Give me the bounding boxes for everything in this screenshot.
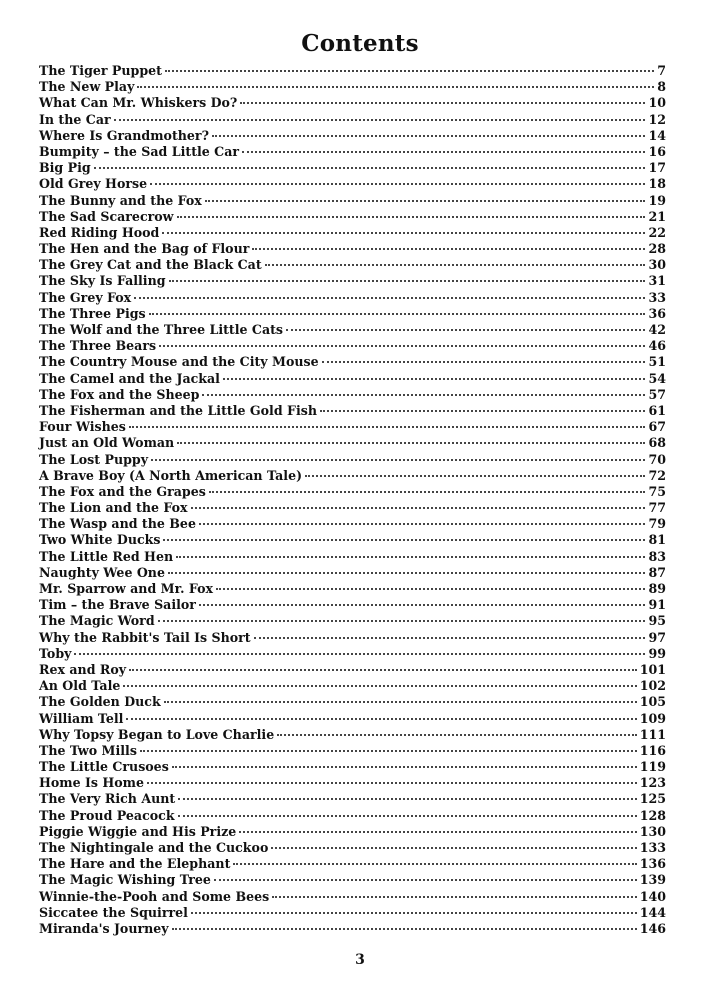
dot-leader [162, 232, 645, 234]
dot-leader [114, 119, 646, 121]
entry-page-number: 17 [648, 160, 666, 176]
dot-leader [159, 345, 645, 347]
contents-entry [39, 209, 666, 225]
dot-leader [209, 491, 646, 493]
entry-page-number: 140 [639, 888, 666, 904]
entry-title: Big Pig [39, 160, 91, 176]
dot-leader [254, 637, 646, 639]
contents-entry [39, 889, 666, 905]
entry-title: The Wolf and the Three Little Cats [39, 322, 284, 337]
contents-entry [39, 160, 666, 176]
contents-entry [39, 532, 666, 548]
entry-title: The Sad Scarecrow [39, 208, 174, 224]
entry-title: Tim – the Brave Sailor [39, 597, 196, 613]
entry-title: Two White Ducks [39, 532, 161, 548]
contents-entry [39, 824, 666, 840]
contents-entry [39, 500, 666, 516]
entry-title: The Hen and the Bag of Flour [39, 241, 250, 257]
entry-title: The Two Mills [39, 742, 137, 758]
dot-leader [172, 928, 637, 930]
dot-leader [240, 102, 645, 104]
contents-entry [39, 128, 666, 144]
entry-page-number: 72 [648, 467, 666, 483]
entry-title: Naughty Wee One [39, 564, 165, 580]
dot-leader [126, 718, 636, 720]
entry-page-number: 87 [648, 564, 666, 580]
entry-page-number: 75 [648, 483, 666, 499]
entry-title: The Bunny and the Fox [39, 192, 202, 208]
contents-entry [39, 403, 666, 419]
contents-entry [39, 306, 666, 322]
entry-page-number: 68 [648, 435, 666, 451]
dot-leader [202, 394, 645, 396]
entry-title: The Magic Wishing Tree [39, 872, 211, 888]
contents-entry [39, 371, 666, 387]
contents-entry [39, 354, 666, 370]
entry-title: Four Wishes [39, 419, 126, 435]
contents-entry [39, 241, 666, 257]
entry-title: The Nightingale and the Cuckoo [39, 840, 269, 855]
contents-entry [39, 63, 666, 79]
entry-title: Piggie Wiggie and His Prize [39, 823, 237, 839]
entry-title: The Fox and the Sheep [39, 386, 200, 402]
entry-title: The Little Crusoes [39, 759, 169, 775]
dot-leader [178, 815, 637, 817]
entry-title: Toby [39, 645, 72, 661]
dot-leader [94, 167, 646, 169]
dot-leader [169, 280, 646, 282]
entry-title: The Golden Duck [39, 694, 161, 710]
entry-title: The Little Red Hen [39, 548, 174, 564]
entry-page-number: 22 [648, 224, 666, 240]
dot-leader [165, 70, 654, 72]
entry-page-number: 95 [648, 613, 666, 629]
contents-entry [39, 516, 666, 532]
entry-page-number: 54 [648, 370, 666, 386]
dot-leader [151, 459, 645, 461]
entry-page-number: 136 [639, 856, 666, 872]
dot-leader [191, 507, 646, 509]
dot-leader [265, 264, 646, 266]
contents-entry [39, 840, 666, 856]
dot-leader [149, 313, 646, 315]
dot-leader [147, 782, 637, 784]
contents-entry [39, 225, 666, 241]
contents-entry [39, 79, 666, 95]
dot-leader [239, 831, 636, 833]
contents-entry [39, 387, 666, 403]
entry-title: What Can Mr. Whiskers Do? [39, 95, 238, 111]
entry-title: The New Play [39, 79, 135, 95]
entry-title: The Three Pigs [39, 305, 146, 321]
entry-title: The Grey Fox [39, 289, 132, 305]
entry-page-number: 36 [648, 305, 666, 321]
entry-title: The Magic Word [39, 613, 155, 629]
entry-page-number: 16 [648, 143, 666, 159]
contents-entry [39, 808, 666, 824]
entry-title: The Wasp and the Bee [39, 516, 196, 532]
entry-title: The Fisherman and the Little Gold Fish [39, 402, 318, 418]
contents-entry [39, 452, 666, 468]
entry-page-number: 79 [648, 516, 666, 532]
dot-leader [140, 750, 637, 752]
dot-leader [123, 685, 636, 687]
entry-page-number: 105 [639, 694, 666, 710]
entry-page-number: 42 [648, 322, 666, 337]
contents-entry [39, 144, 666, 160]
entry-page-number: 125 [639, 791, 666, 807]
contents-entry [39, 257, 666, 273]
contents-entry [39, 711, 666, 727]
dot-leader [223, 378, 646, 380]
entry-page-number: 123 [639, 775, 666, 791]
entry-title: William Tell [39, 710, 124, 726]
entry-page-number: 91 [648, 597, 666, 613]
entry-page-number: 128 [639, 807, 666, 823]
dot-leader [320, 410, 645, 412]
entry-title: An Old Tale [39, 678, 121, 694]
dot-leader [212, 135, 646, 137]
dot-leader [214, 879, 637, 881]
dot-leader [191, 912, 637, 914]
dot-leader [164, 701, 637, 703]
contents-entry [39, 419, 666, 435]
page-number: 3 [355, 952, 365, 968]
entry-page-number: 61 [648, 402, 666, 418]
dot-leader [271, 847, 636, 849]
contents-entry [39, 290, 666, 306]
entry-page-number: 31 [648, 273, 666, 289]
entry-page-number: 7 [657, 63, 666, 78]
dot-leader [252, 248, 645, 250]
contents-entry [39, 193, 666, 209]
dot-leader [158, 620, 646, 622]
entry-title: Why Topsy Began to Love Charlie [39, 726, 275, 742]
dot-leader [137, 86, 654, 88]
dot-leader [129, 426, 646, 428]
contents-entry [39, 273, 666, 289]
dot-leader [177, 442, 645, 444]
entry-title: Why the Rabbit's Tail Is Short [39, 629, 251, 645]
entry-title: A Brave Boy (A North American Tale) [39, 467, 303, 483]
dot-leader [286, 329, 645, 331]
contents-entry [39, 613, 666, 629]
entry-page-number: 33 [648, 289, 666, 305]
entry-title: Winnie-the-Pooh and Some Bees [39, 888, 270, 904]
dot-leader [168, 572, 645, 574]
contents-entry [39, 435, 666, 451]
entry-page-number: 77 [648, 500, 666, 516]
entry-title: The Country Mouse and the City Mouse [39, 354, 319, 370]
dot-leader [305, 475, 645, 477]
entry-title: The Three Bears [39, 338, 157, 354]
dot-leader [233, 863, 636, 865]
dot-leader [163, 539, 645, 541]
entry-page-number: 111 [639, 726, 666, 742]
contents-entry [39, 549, 666, 565]
entry-title: In the Car [39, 111, 111, 127]
contents-entry [39, 95, 666, 111]
entry-page-number: 12 [648, 111, 666, 127]
entry-title: Rex and Roy [39, 661, 127, 677]
contents-entry [39, 176, 666, 192]
entry-title: Home Is Home [39, 775, 145, 791]
entry-title: Miranda's Journey [39, 920, 169, 936]
dot-leader [272, 896, 636, 898]
entry-page-number: 46 [648, 338, 666, 354]
dot-leader [242, 151, 645, 153]
entry-page-number: 130 [639, 823, 666, 839]
entry-page-number: 18 [648, 176, 666, 192]
contents-entry [39, 322, 666, 338]
entry-page-number: 109 [639, 710, 666, 726]
entry-page-number: 83 [648, 548, 666, 564]
entry-title: Red Riding Hood [39, 224, 160, 240]
entry-page-number: 30 [648, 257, 666, 273]
entry-page-number: 19 [648, 192, 666, 208]
dot-leader [216, 588, 645, 590]
entry-title: The Hare and the Elephant [39, 856, 231, 872]
entry-page-number: 21 [648, 208, 666, 224]
contents-entry [39, 743, 666, 759]
entry-page-number: 57 [648, 386, 666, 402]
entry-title: The Lost Puppy [39, 451, 149, 467]
entry-title: Siccatee the Squirrel [39, 904, 188, 920]
entry-page-number: 146 [639, 920, 666, 936]
dot-leader [199, 523, 646, 525]
entry-page-number: 99 [648, 645, 666, 661]
entry-page-number: 116 [639, 742, 666, 758]
contents-entry [39, 921, 666, 937]
entry-page-number: 10 [648, 95, 666, 111]
entry-title: The Camel and the Jackal [39, 370, 220, 386]
entry-page-number: 101 [639, 661, 666, 677]
contents-entry [39, 905, 666, 921]
entry-title: Just an Old Woman [39, 435, 175, 451]
entry-title: Bumpity – the Sad Little Car [39, 143, 240, 159]
dot-leader [134, 297, 645, 299]
contents-entry [39, 872, 666, 888]
contents-entry [39, 759, 666, 775]
dot-leader [150, 183, 645, 185]
entry-page-number: 102 [639, 678, 666, 694]
entry-title: The Lion and the Fox [39, 500, 188, 516]
contents-entry [39, 694, 666, 710]
dot-leader [74, 653, 645, 655]
page-title: Contents [301, 30, 419, 57]
entry-page-number: 139 [639, 872, 666, 888]
dot-leader [178, 798, 636, 800]
contents-entry [39, 630, 666, 646]
entry-page-number: 97 [648, 629, 666, 645]
entry-page-number: 67 [648, 419, 666, 435]
entry-title: Mr. Sparrow and Mr. Fox [39, 581, 213, 596]
dot-leader [277, 734, 636, 736]
entry-page-number: 51 [648, 354, 666, 370]
contents-entry [39, 727, 666, 743]
entry-title: The Proud Peacock [39, 807, 175, 823]
entry-page-number: 8 [657, 79, 666, 95]
contents-entry [39, 484, 666, 500]
entry-title: Where Is Grandmother? [39, 127, 209, 143]
entry-title: The Very Rich Aunt [39, 791, 176, 807]
dot-leader [322, 361, 646, 363]
contents-entry [39, 112, 666, 128]
entry-title: The Fox and the Grapes [39, 483, 206, 499]
entry-page-number: 119 [639, 759, 666, 775]
entry-title: The Grey Cat and the Black Cat [39, 257, 262, 273]
entry-page-number: 81 [648, 532, 666, 548]
contents-entry [39, 338, 666, 354]
contents-entry [39, 597, 666, 613]
dot-leader [177, 216, 646, 218]
entry-page-number: 144 [639, 904, 666, 920]
entry-page-number: 89 [648, 581, 666, 596]
dot-leader [172, 766, 637, 768]
dot-leader [176, 556, 645, 558]
entry-title: Old Grey Horse [39, 176, 148, 192]
contents-list [39, 63, 666, 937]
contents-entry [39, 791, 666, 807]
entry-page-number: 28 [648, 241, 666, 257]
contents-entry [39, 565, 666, 581]
contents-entry [39, 646, 666, 662]
entry-page-number: 14 [648, 127, 666, 143]
contents-entry [39, 468, 666, 484]
contents-entry [39, 678, 666, 694]
dot-leader [129, 669, 637, 671]
contents-entry [39, 581, 666, 597]
entry-title: The Tiger Puppet [39, 63, 162, 78]
contents-entry [39, 662, 666, 678]
contents-entry [39, 775, 666, 791]
dot-leader [205, 200, 646, 202]
contents-entry [39, 856, 666, 872]
dot-leader [199, 604, 646, 606]
entry-page-number: 133 [639, 840, 666, 855]
entry-page-number: 70 [648, 451, 666, 467]
entry-title: The Sky Is Falling [39, 273, 166, 289]
